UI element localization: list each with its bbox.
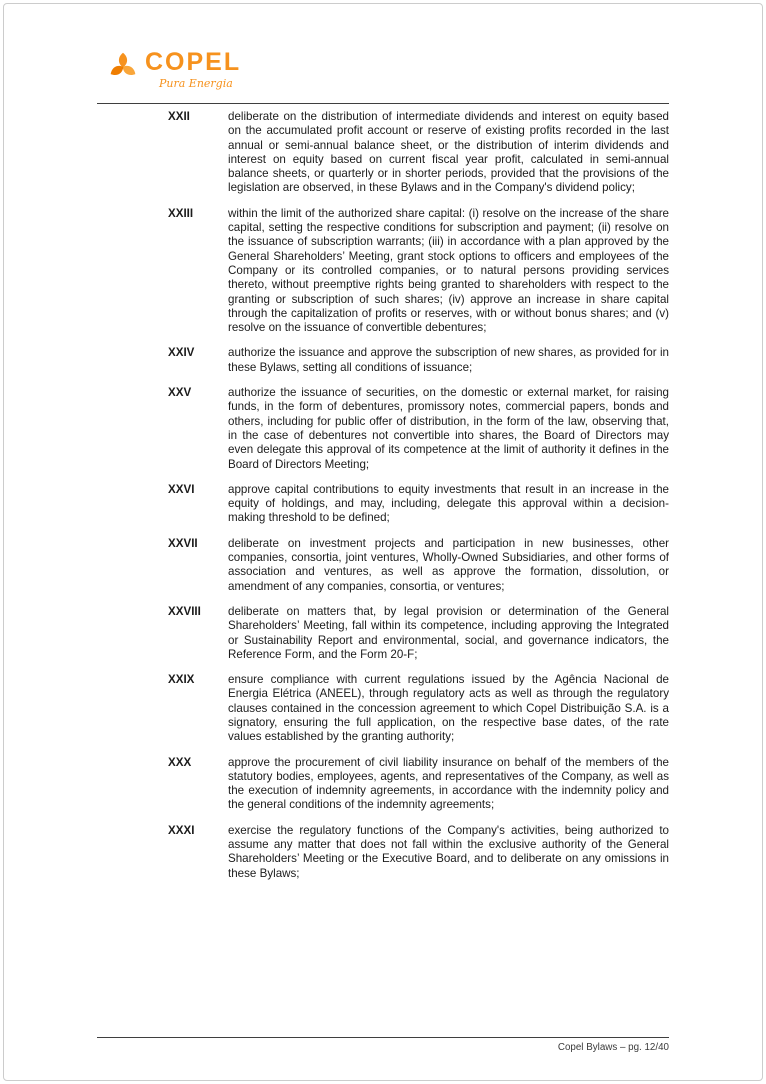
copel-flame-icon — [108, 52, 138, 82]
clause-row — [97, 483, 669, 526]
clause-numeral: XXIV — [168, 346, 195, 360]
clause-list — [97, 110, 669, 892]
logo-brand: COPEL — [145, 48, 242, 76]
clause-text: within the limit of the authorized share capital: (i) resolve on the increase of the share capital, setting the respective conditions for subscription and payment; (ii) resolve on the issuance of subscription warrants; (iii) in accordance with a plan approved by the General Shareholders’ Meeting, grant stock options to officers and employees of the Company or its controlled companies, or to natural persons providing services thereto, without preemptive rights being granted to shareholders with respect to the granting or subscription of such shares; (iv) approve an increase in share capital through the capitalization of profits or reserves, with or without bonus shares; and (v) resolve on the issuance of convertible debentures; — [228, 206, 669, 335]
header-rule — [97, 103, 669, 104]
clause-row — [97, 824, 669, 881]
clause-numeral: XXXI — [168, 823, 195, 837]
clause-text: deliberate on matters that, by legal provision or determination of the General Shareholders’ Meeting, fall within its competence, including approving the Integrated or Sustainability Report and environmental, social, and governance indicators, the Reference Form, and the Form 20-F; — [228, 604, 669, 661]
clause-row — [97, 537, 669, 594]
clause-numeral: XXVI — [168, 482, 195, 496]
clause-row — [97, 605, 669, 662]
clause-text: exercise the regulatory functions of the Company's activities, being authorized to assume any matter that does not fall within the exclusive authority of the General Shareholders’ Meeting or the Executive Board, and to deliberate on any omissions in these Bylaws; — [228, 823, 669, 880]
clause-text: deliberate on investment projects and participation in new businesses, other companies, consortia, joint ventures, Wholly-Owned Subsidiaries, and other forms of association and ventures, as well as approve the formation, dissolution, or amendment of any companies, consortia, or ventures; — [228, 536, 669, 593]
clause-text: authorize the issuance of securities, on the domestic or external market, for raising funds, in the form of debentures, promissory notes, commercial papers, bonds and others, including for public offer of distribution, in the form of the law, observing that, in the case of debentures not convertible into shares, the Board of Directors may even delegate this approval of its competence at the limit of authority it defines in the Board of Directors Meeting; — [228, 386, 669, 471]
clause-numeral: XXIX — [168, 673, 195, 687]
clause-numeral: XXX — [168, 755, 192, 769]
clause-text: approve the procurement of civil liability insurance on behalf of the members of the statutory bodies, employees, agents, and representatives of the Company, as well as the execution of indemnity agreements, in accordance with the indemnity policy and the general conditions of the indemnity agreements; — [228, 755, 669, 812]
logo — [108, 50, 241, 90]
logo-tagline: Pura Energia — [159, 77, 233, 90]
clause-row — [97, 207, 669, 336]
clause-row — [97, 756, 669, 813]
clause-text: deliberate on the distribution of intermediate dividends and interest on equity based on the accumulated profit account or reserve of existing profits recorded in the last annual or semi-annual balance sheet, or the distribution of interim dividends and interest on equity based on current fiscal year profit, calculated in semi-annual balance sheets, or quarterly or in shorter periods, provided that the provisions of the legislation are observed, in these Bylaws and in the Company's dividend policy; — [228, 110, 669, 195]
clause-numeral: XXIII — [168, 206, 194, 220]
clause-numeral: XXII — [168, 110, 190, 123]
clause-row — [97, 346, 669, 375]
page-footer: Copel Bylaws – pg. 12/40 — [557, 1042, 669, 1053]
clause-numeral: XXVIII — [168, 604, 201, 618]
clause-row — [97, 386, 669, 472]
clause-row — [97, 110, 669, 196]
clause-numeral: XXV — [168, 386, 192, 400]
clause-text: ensure compliance with current regulations issued by the Agência Nacional de Energia Elétrica (ANEEL), through regulatory acts as well as through the regulatory clauses contained in the concession agreement to which Copel Distribuição S.A. is a signatory, ensuring the full application, on the respective base dates, of the rate values established by the granting authority; — [228, 673, 669, 744]
clause-numeral: XXVII — [168, 536, 198, 550]
footer-rule — [97, 1037, 669, 1038]
logo-text — [145, 50, 241, 90]
clause-text: approve capital contributions to equity investments that result in an increase in the equity of holdings, and may, including, delegate this approval within a decision-making threshold to be defined; — [228, 482, 669, 525]
clause-row — [97, 673, 669, 744]
clause-text: authorize the issuance and approve the subscription of new shares, as provided for in these Bylaws, setting all conditions of issuance; — [228, 346, 669, 374]
